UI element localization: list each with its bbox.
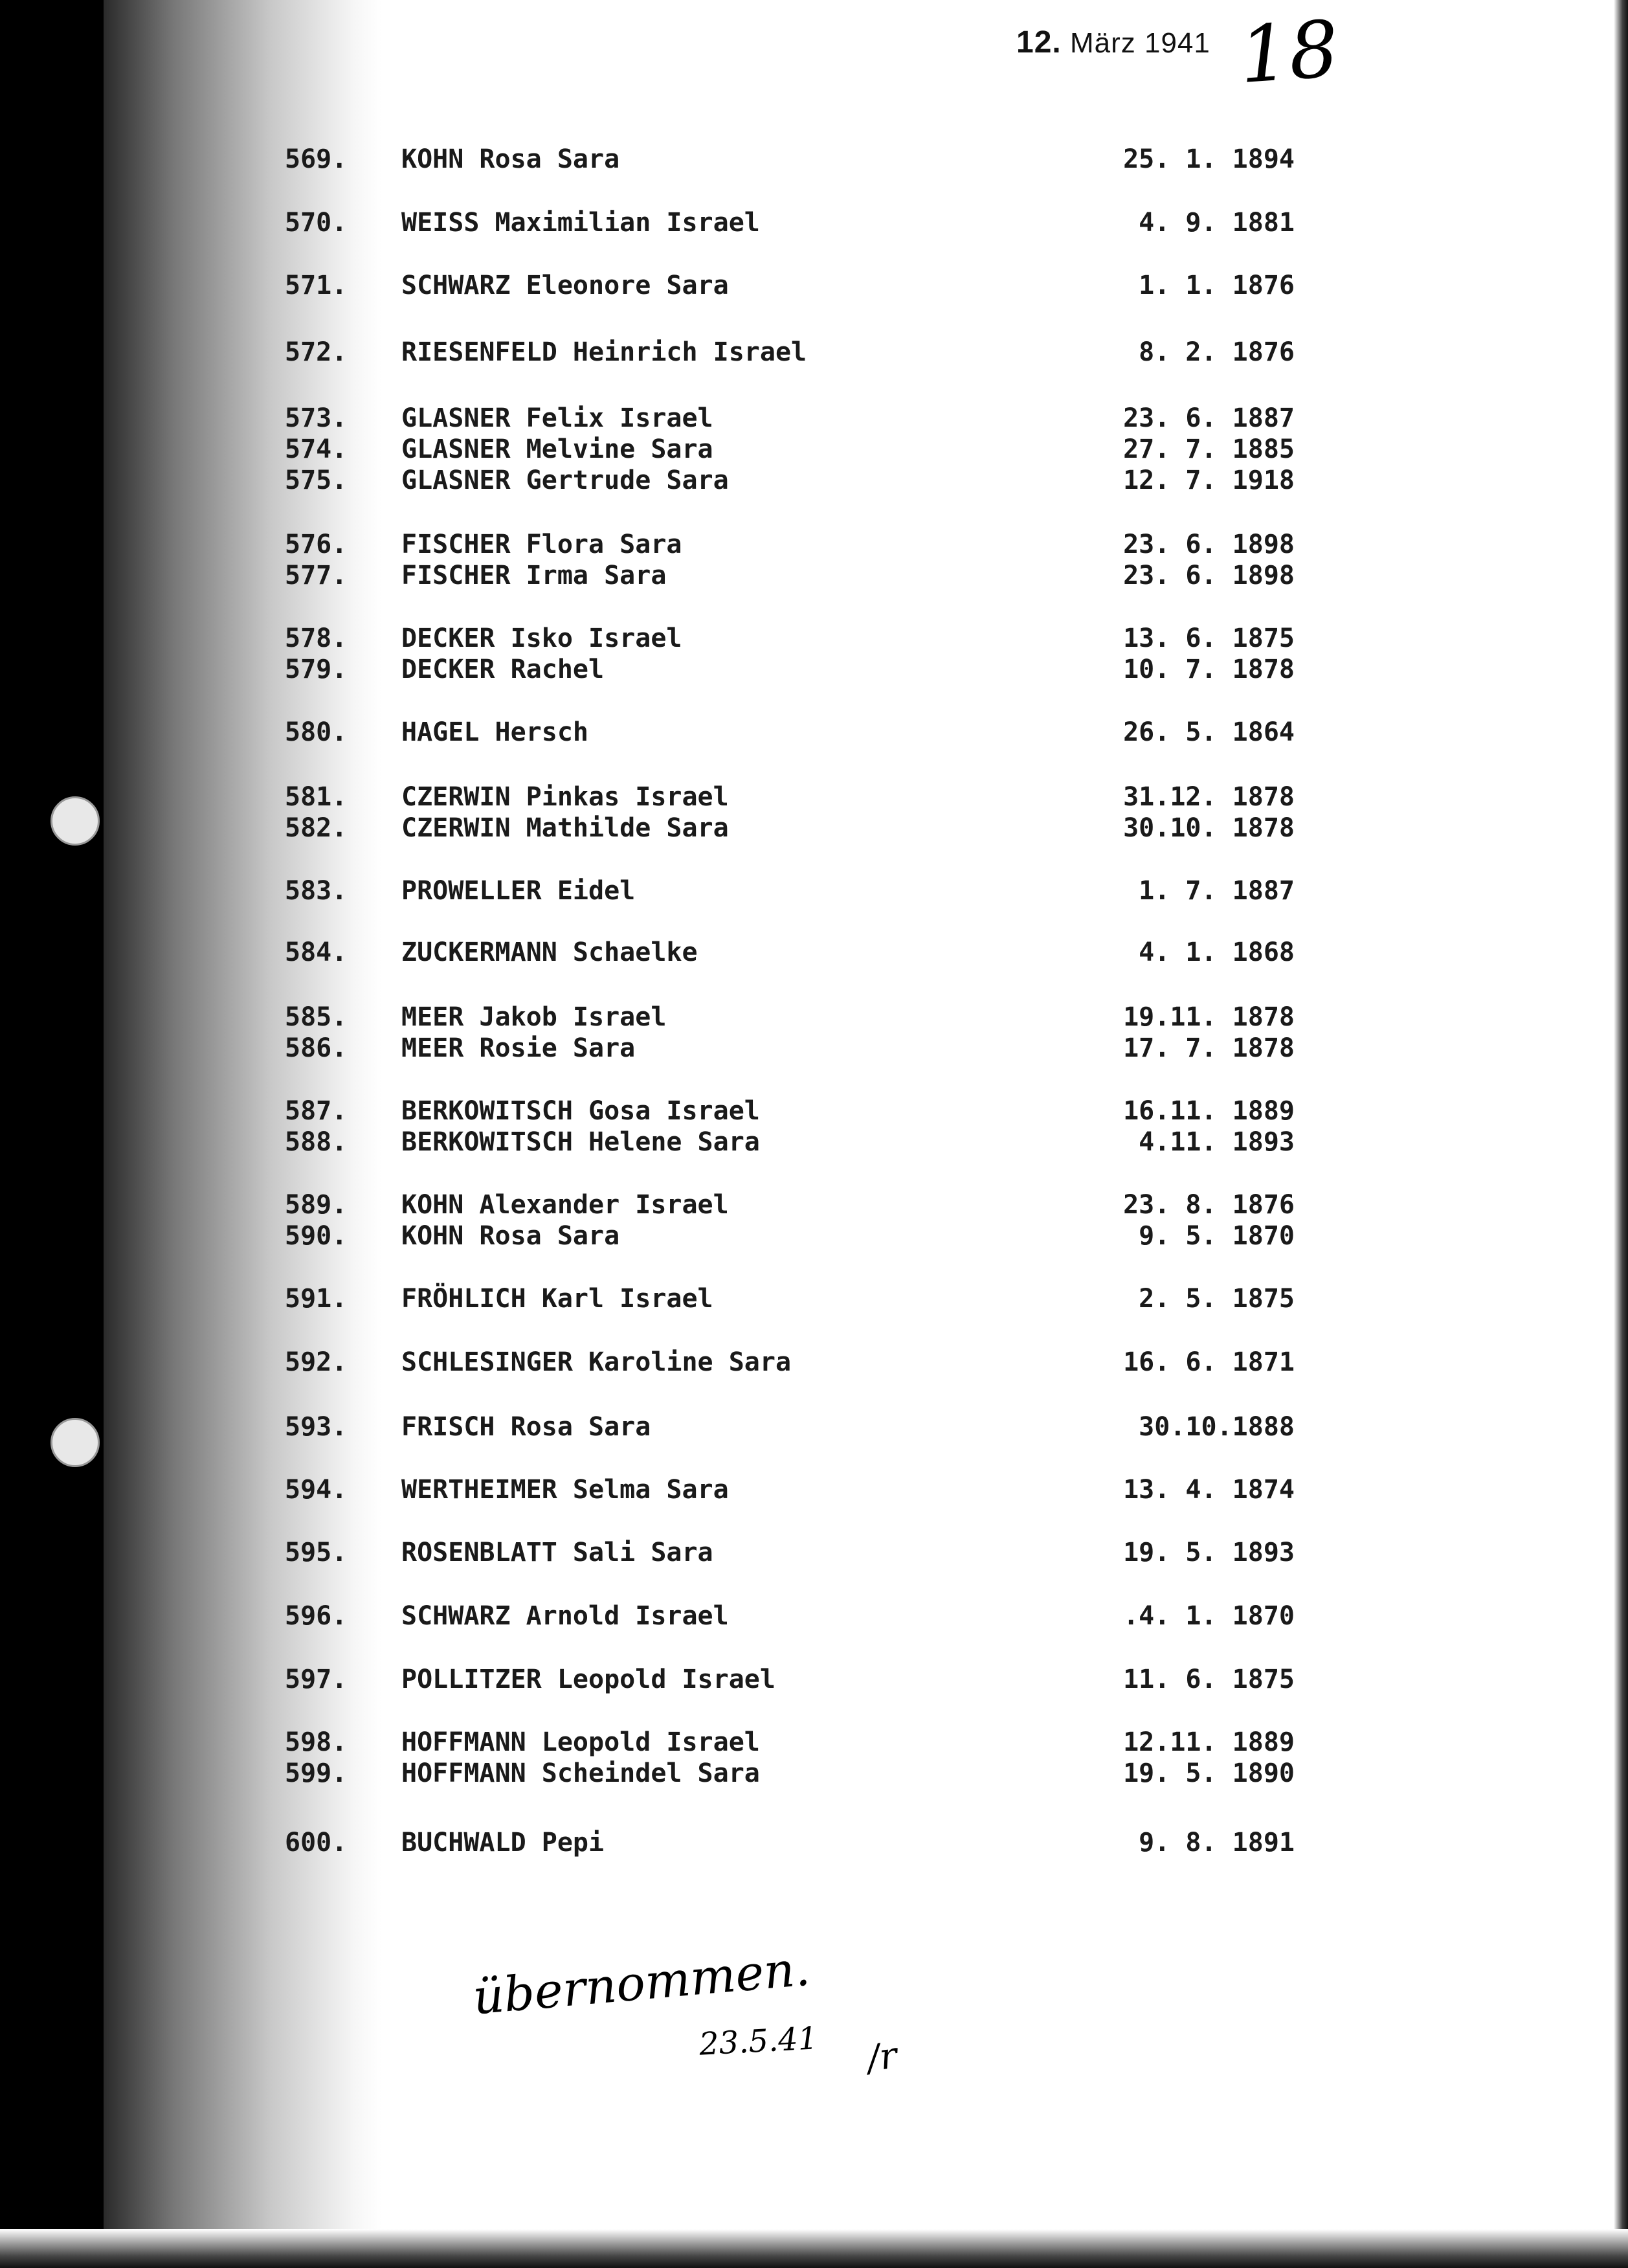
list-entry [285,142,1295,176]
entry-birthdate: 13. 4. 1874 [1123,1475,1295,1505]
entry-name: KOHN Rosa Sara [401,144,620,174]
entry-name: SCHLESINGER Karoline Sara [401,1347,792,1377]
entry-name: GLASNER Felix Israel [401,403,713,433]
entry-number: 577. [285,561,348,590]
entry-number: 592. [285,1347,348,1377]
entry-birthdate: 11. 6. 1875 [1123,1665,1295,1694]
entry-name: FISCHER Irma Sara [401,561,667,590]
entry-number: 584. [285,938,348,967]
entry-number: 582. [285,813,348,843]
list-entry [285,653,1295,686]
entry-birthdate: 9. 8. 1891 [1139,1828,1295,1858]
entry-birthdate: 12.11. 1889 [1123,1727,1295,1757]
list-entry [285,780,1295,814]
list-entry [285,464,1295,497]
list-entry [285,1188,1295,1222]
list-entry [285,811,1295,845]
handwritten-date: 23.5.41 [698,2020,819,2063]
list-entry [285,432,1295,466]
entry-number: 576. [285,530,348,559]
stamp-date [1016,25,1210,60]
entry-number: 578. [285,623,348,653]
entry-number: 569. [285,144,348,174]
entry-number: 588. [285,1127,348,1157]
list-entry [285,936,1295,969]
entry-number: 570. [285,208,348,238]
entry-number: 583. [285,876,348,906]
entry-birthdate: 23. 6. 1887 [1123,403,1295,433]
entry-birthdate: 31.12. 1878 [1123,782,1295,812]
entry-name: WEISS Maximilian Israel [401,208,760,238]
list-entry [285,401,1295,435]
entry-birthdate: 17. 7. 1878 [1123,1033,1295,1063]
entry-number: 574. [285,434,348,464]
page-edge-bottom [0,2229,1628,2268]
entry-number: 586. [285,1033,348,1063]
entry-birthdate: 25. 1. 1894 [1123,144,1295,174]
handwritten-initials: /r [864,2034,900,2080]
entry-birthdate: 16. 6. 1871 [1123,1347,1295,1377]
list-entry [285,559,1295,592]
entry-name: MEER Jakob Israel [401,1002,667,1032]
entry-birthdate: 27. 7. 1885 [1123,434,1295,464]
entry-name: FISCHER Flora Sara [401,530,682,559]
list-entry [285,1536,1295,1569]
entry-birthdate: 4.11. 1893 [1139,1127,1295,1157]
list-entry [285,874,1295,908]
entry-birthdate: 13. 6. 1875 [1123,623,1295,653]
entry-birthdate: 1. 1. 1876 [1139,271,1295,300]
list-entry [285,1757,1295,1790]
entry-name: CZERWIN Mathilde Sara [401,813,729,843]
list-entry [285,1282,1295,1316]
entry-number: 585. [285,1002,348,1032]
entry-number: 571. [285,271,348,300]
entry-name: BUCHWALD Pepi [401,1828,605,1858]
entry-number: 572. [285,337,348,367]
entry-name: SCHWARZ Eleonore Sara [401,271,729,300]
entry-name: ROSENBLATT Sali Sara [401,1538,713,1567]
entry-number: 581. [285,782,348,812]
entry-name: CZERWIN Pinkas Israel [401,782,729,812]
entry-number: 573. [285,403,348,433]
entry-number: 595. [285,1538,348,1567]
list-entry [285,1031,1295,1065]
entry-number: 596. [285,1601,348,1631]
entry-name: KOHN Rosa Sara [401,1221,620,1251]
entry-birthdate: 8. 2. 1876 [1139,337,1295,367]
entry-name: FRISCH Rosa Sara [401,1412,651,1442]
stamp-date-rest: März 1941 [1069,27,1210,59]
entry-birthdate: 19. 5. 1893 [1123,1538,1295,1567]
entry-name: HOFFMANN Scheindel Sara [401,1758,760,1788]
list-entry [285,1826,1295,1859]
entry-birthdate: 23. 6. 1898 [1123,561,1295,590]
entry-number: 599. [285,1758,348,1788]
entry-name: SCHWARZ Arnold Israel [401,1601,729,1631]
entry-number: 580. [285,717,348,747]
page-number: 18 [1236,4,1342,102]
entry-name: POLLITZER Leopold Israel [401,1665,775,1694]
entry-birthdate: 10. 7. 1878 [1123,655,1295,684]
entry-birthdate: 30.10. 1878 [1123,813,1295,843]
entry-name: MEER Rosie Sara [401,1033,636,1063]
entry-birthdate: 2. 5. 1875 [1139,1284,1295,1314]
list-entry [285,528,1295,561]
entry-number: 575. [285,466,348,495]
entry-name: HOFFMANN Leopold Israel [401,1727,760,1757]
list-entry [285,1599,1295,1633]
entry-number: 594. [285,1475,348,1505]
handwritten-note: übernommen. [471,1940,812,2026]
stamp-date-day: 12. [1016,25,1062,60]
entry-name: ZUCKERMANN Schaelke [401,938,698,967]
entry-name: GLASNER Melvine Sara [401,434,713,464]
entry-name: KOHN Alexander Israel [401,1190,729,1220]
entry-name: DECKER Isko Israel [401,623,682,653]
entry-number: 590. [285,1221,348,1251]
punch-hole-bottom [50,1418,100,1467]
list-entry [285,1473,1295,1507]
list-entry [285,1125,1295,1159]
list-entry [285,1410,1295,1444]
entry-name: BERKOWITSCH Gosa Israel [401,1096,760,1126]
page-edge-right [1614,0,1628,2268]
entry-name: BERKOWITSCH Helene Sara [401,1127,760,1157]
entry-name: DECKER Rachel [401,655,605,684]
list-entry [285,206,1295,240]
entry-number: 598. [285,1727,348,1757]
list-entry [285,1219,1295,1253]
entry-birthdate: 23. 8. 1876 [1123,1190,1295,1220]
entry-birthdate: 9. 5. 1870 [1139,1221,1295,1251]
list-entry [285,1000,1295,1034]
entry-number: 579. [285,655,348,684]
punch-hole-top [50,796,100,846]
entry-birthdate: .4. 1. 1870 [1123,1601,1295,1631]
entry-name: FRÖHLICH Karl Israel [401,1284,713,1314]
list-entry [285,1663,1295,1696]
list-entry [285,335,1295,369]
entry-birthdate: 4. 1. 1868 [1139,938,1295,967]
entry-birthdate: 19. 5. 1890 [1123,1758,1295,1788]
entry-name: PROWELLER Eidel [401,876,636,906]
list-entry [285,715,1295,749]
list-entry [285,269,1295,302]
binding-shadow [0,0,104,2268]
entry-number: 600. [285,1828,348,1858]
entry-number: 597. [285,1665,348,1694]
entry-birthdate: 1. 7. 1887 [1139,876,1295,906]
entry-birthdate: 19.11. 1878 [1123,1002,1295,1032]
entry-number: 591. [285,1284,348,1314]
entry-name: HAGEL Hersch [401,717,588,747]
entry-birthdate: 26. 5. 1864 [1123,717,1295,747]
entry-number: 589. [285,1190,348,1220]
entry-number: 593. [285,1412,348,1442]
entry-birthdate: 4. 9. 1881 [1139,208,1295,238]
entry-birthdate: 30.10.1888 [1139,1412,1295,1442]
entry-birthdate: 12. 7. 1918 [1123,466,1295,495]
entry-name: RIESENFELD Heinrich Israel [401,337,807,367]
entry-name: GLASNER Gertrude Sara [401,466,729,495]
entry-name: WERTHEIMER Selma Sara [401,1475,729,1505]
list-entry [285,1094,1295,1128]
list-entry [285,622,1295,655]
entry-birthdate: 23. 6. 1898 [1123,530,1295,559]
list-entry [285,1345,1295,1379]
list-entry [285,1725,1295,1759]
entry-number: 587. [285,1096,348,1126]
entry-birthdate: 16.11. 1889 [1123,1096,1295,1126]
